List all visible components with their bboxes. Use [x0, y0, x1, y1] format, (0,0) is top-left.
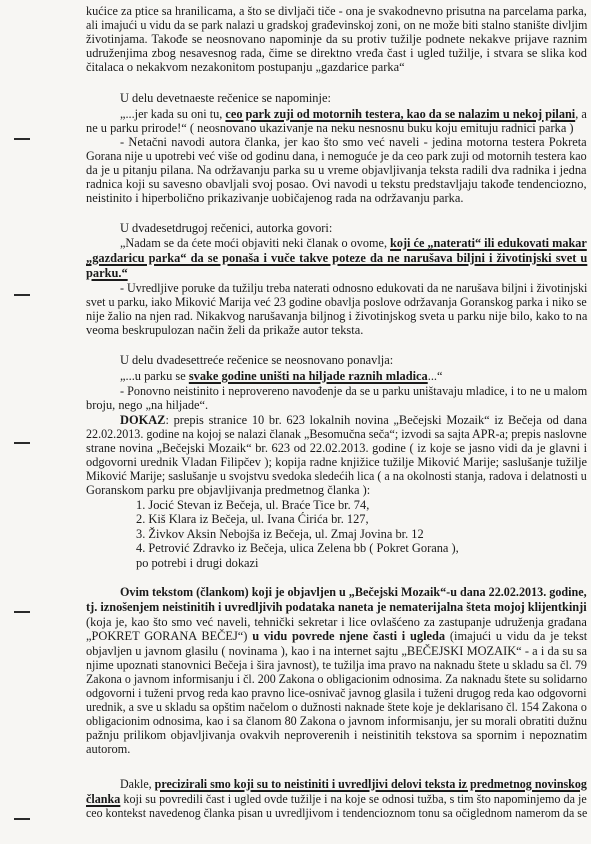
- text-line: [86, 121, 574, 135]
- text-run: članka: [86, 792, 121, 806]
- text-line: [120, 91, 331, 105]
- text-run: Goranskom parku pre objavljivanja predmetnog članka ):: [86, 483, 371, 497]
- text-run: „gazdaricu parka“ da se ponaša i vuče takve poteze da ne narušava biljni i životinjski svet u: [86, 251, 588, 265]
- text-run: u vidu povrede njene časti i ugleda: [252, 629, 446, 643]
- text-line: [120, 413, 587, 427]
- text-run: „...jer kada su oni tu,: [120, 107, 226, 121]
- text-run: odgovorni urednik Vladan Filipčev ); kopija radne knjižice tužilje Miković Marije; saslušanje tužilje: [86, 455, 588, 469]
- text-line: [86, 714, 587, 728]
- text-line: [86, 629, 587, 643]
- text-run: (koja je, kao što smo već naveli, tehnički sekretar i lice ovlašćeno za zastupanje udruženja građana: [86, 615, 587, 629]
- text-run: obligacionim odnosima, kao i sa članom 80 Zakona o javnom informisanju, jer su morali obratiti dužnu: [86, 714, 588, 728]
- text-run: ceo kontekst navedenog članka pisan u uvredljivom i tendencioznom tonu sa očiglednom namerom da se: [86, 806, 588, 820]
- text-run: svake godine uništi na hiljade raznih mladica: [188, 369, 428, 383]
- margin-mark: [14, 611, 30, 613]
- text-line: [86, 644, 587, 658]
- text-run: nije žalio na njen rad. Nikakvog narušavanja biljnog i životinjskog sveta u parku nije bilo, kako to na: [86, 309, 588, 323]
- text-run: - Uvredljive poruke da tužilju treba naterati odnosno edukovati da ne narušava biljni i životinjski: [120, 281, 588, 295]
- text-run: „POKRET GORANA BEČEJ“): [86, 629, 253, 643]
- text-run: „...u parku se: [120, 369, 189, 383]
- text-run: Miković Marije; saslušanje u svojstvu svedoka sledećih lica ( a na okolnosti stanja, radova i delatnosti u: [86, 469, 587, 483]
- text-line: [86, 742, 130, 756]
- margin-mark: [14, 294, 30, 296]
- text-line: [136, 527, 424, 541]
- text-run: njime upoznati stanovnici Bečeja i šira javnost), te tužilja ima pravo na naknadu štete u skladu sa čl. 79: [86, 658, 587, 672]
- text-run: koji su povredili čast i ugled ovde tužilje i na koje se odnosi tužba, s tim što napominjemo da je: [120, 792, 587, 806]
- text-run: tj. iznošenjem neistinitih i uvredljivih podataka naneta je nematerijalna šteta mojoj klijentkinji: [86, 600, 587, 614]
- text-run: kućice za ptice sa hranilicama, a što se divljači tiče - ona je svakodnevno prisutna na parcelama parka,: [86, 4, 587, 18]
- text-line: [86, 46, 587, 60]
- text-line: [86, 686, 587, 700]
- text-run: urednik, a sve u skladu sa opštim načelom o dužnosti naknade štete koje je deklarisano čl. 154 Zakona o: [86, 700, 587, 714]
- text-line: [120, 107, 587, 121]
- text-line: [86, 251, 587, 265]
- text-line: [86, 483, 370, 497]
- text-line: [120, 281, 587, 295]
- text-run: odgovorni i tuženi prvog reda kao pravno lice-osnivač javnog glasila i tuženi drugog reda kao odgovorni: [86, 686, 587, 700]
- text-line: [86, 32, 587, 46]
- text-run: 1. Jocić Stevan iz Bečeja, ul. Braće Tice br. 74,: [136, 498, 370, 512]
- text-run: DOKAZ: [120, 413, 166, 427]
- text-run: , a: [575, 107, 587, 121]
- text-run: „Nadam se da ćete moći objaviti neki članak o ovome,: [120, 236, 391, 250]
- text-run: veoma beskrupulozan način želi da prikaže autor teksta.: [86, 323, 364, 337]
- text-run: ali imajući u vidu da se park nalazi u gradskoj građevinskoj zoni, on ne može biti stalno stanište divljim: [86, 18, 588, 32]
- text-line: [86, 60, 405, 74]
- text-run: koji će „naterati“ ili edukovati makar: [390, 236, 587, 250]
- text-line: [86, 309, 587, 323]
- margin-mark: [14, 138, 30, 140]
- text-line: [86, 18, 587, 32]
- text-run: broju, nego „na hiljade“.: [86, 398, 209, 412]
- text-run: U delu devetnaeste rečenice se napominje:: [120, 91, 331, 105]
- text-run: pažnju prilikom objavljivanja ovakvih neproverenih i neistinitih tekstova sa spornim i nepoznatim: [86, 728, 588, 742]
- text-run: svet u parku, iako Miković Marija već 23 godine obavlja poslove održavanja Goranskog parka i niko se: [86, 295, 587, 309]
- text-run: neistinito i hiperbolično prikazivanje uobičajenog rada na održavanju parka.: [86, 191, 464, 205]
- text-run: U dvadesetdrugoj rečenici, autorka govori:: [120, 221, 333, 235]
- text-line: [86, 4, 587, 18]
- text-run: radnica koji su savesno obavljali svoj posao. Ovi navodi u tekstu predstavljaju takođe tendenciozno,: [86, 177, 587, 191]
- text-run: Zakona o javnom informisanju i čl. 200 Zakona o obligacionim odnosima. Za naknadu štete su solidarno: [86, 672, 588, 686]
- text-line: [86, 191, 463, 205]
- margin-mark: [14, 818, 30, 820]
- text-run: (imajući u vidu da je tekst: [445, 629, 588, 643]
- text-run: Gorana nije u upotrebi već više od godinu dana, i nemoguće je da ceo park zuji od motornih testera kao: [86, 149, 587, 163]
- text-line: [86, 295, 587, 309]
- text-run: udruženjima zbog nesavesnog rada, čime se direktno vređa čast i ugled tužilje, i stvara se slika kod: [86, 46, 587, 60]
- text-line: [136, 512, 369, 526]
- text-run: ceo park zuji od motornih testera, kao da se nalazim u nekoj pilani: [225, 107, 576, 121]
- text-run: Dakle,: [120, 777, 155, 791]
- text-line: [86, 323, 363, 337]
- text-run: strane novina „Bečejski Mozaik“ br. 623 od 22.02.2013. godine ( iz koje se jasno vidi da je glavni i: [86, 441, 588, 455]
- text-run: objavljen u javnom glasilu ( novinama ), kao i na internet sajtu „BEČEJSKI MOZAIK“ - a i da su sa: [86, 644, 587, 658]
- text-run: 2. Kiš Klara iz Bečeja, ul. Ivana Ćirića br. 127,: [136, 512, 369, 526]
- text-line: [86, 149, 587, 163]
- text-run: parku.“: [86, 266, 128, 280]
- text-line: [86, 177, 587, 191]
- text-line: [86, 163, 587, 177]
- text-line: [120, 384, 587, 398]
- text-run: životinjama. Takođe se neosnovano napominje da su protiv tužilje podnete nekakve prijave raznim: [86, 32, 588, 46]
- text-line: [86, 455, 587, 469]
- text-run: autorom.: [86, 742, 131, 756]
- text-line: [136, 498, 369, 512]
- text-line: [86, 658, 587, 672]
- text-line: [120, 135, 587, 149]
- text-run: - Ponovno neistinito i neprovereno navođenje da se u parku uništavaju mladice, i to ne u malom: [120, 384, 588, 398]
- text-line: [86, 700, 587, 714]
- text-run: : prepis stranice 10 br. 623 lokalnih novina „Bečejski Mozaik“ iz Bečeja od dana: [165, 413, 587, 427]
- text-line: [120, 236, 587, 250]
- text-line: [86, 728, 587, 742]
- text-run: ne u parku prirode!“ ( neosnovano ukazivanje na neku nesnosnu buku koju emituju radnici parka ): [86, 121, 574, 135]
- text-line: [86, 792, 587, 806]
- text-line: [86, 469, 587, 483]
- text-line: [120, 221, 332, 235]
- text-line: [86, 441, 587, 455]
- text-run: U delu dvadesettreće rečenice se neosnovano ponavlja:: [120, 353, 394, 367]
- text-run: 4. Petrović Zdravko iz Bečeja, ulica Zelena bb ( Pokret Gorana ),: [136, 541, 459, 555]
- text-run: 22.02.2013. godine na kojoj se nalazi članak „Besomučna seča“; izvodi sa sajta APR-a; prepis naslovne: [86, 427, 587, 441]
- text-line: [120, 369, 443, 383]
- text-line: [120, 777, 587, 791]
- text-run: da je u pitanju pilana. Na održavanju parka su u vreme objavljivanja teksta radili dva radnika i jedna: [86, 163, 587, 177]
- text-line: [86, 427, 587, 441]
- text-line: [86, 806, 587, 820]
- text-line: [86, 615, 587, 629]
- text-run: - Netačni navodi autora članka, jer kao što smo već naveli - jedina motorna testera Pokreta: [120, 135, 587, 149]
- text-run: 3. Živkov Aksin Nebojša iz Bečeja, ul. Zmaj Jovina br. 12: [136, 527, 424, 541]
- text-run: Ovim tekstom (člankom) koji je objavljen u „Bečejski Mozaik“-u dana 22.02.2013. godine,: [120, 585, 587, 599]
- text-run: po potrebi i drugi dokazi: [136, 556, 259, 570]
- text-line: [120, 585, 587, 599]
- text-run: čitalaca o nekakvom nezakonitom postupanju „gazdarice parka“: [86, 60, 405, 74]
- text-run: ...“: [427, 369, 443, 383]
- text-line: [136, 541, 459, 555]
- text-line: [86, 672, 587, 686]
- text-line: [86, 600, 587, 614]
- text-line: [136, 556, 259, 570]
- text-line: [120, 353, 393, 367]
- margin-mark: [14, 442, 30, 444]
- text-line: [86, 266, 128, 280]
- text-line: [86, 398, 208, 412]
- text-run: precizirali smo koji su to neistiniti i uvredljivi delovi teksta iz predmetnog novinskog: [154, 777, 587, 791]
